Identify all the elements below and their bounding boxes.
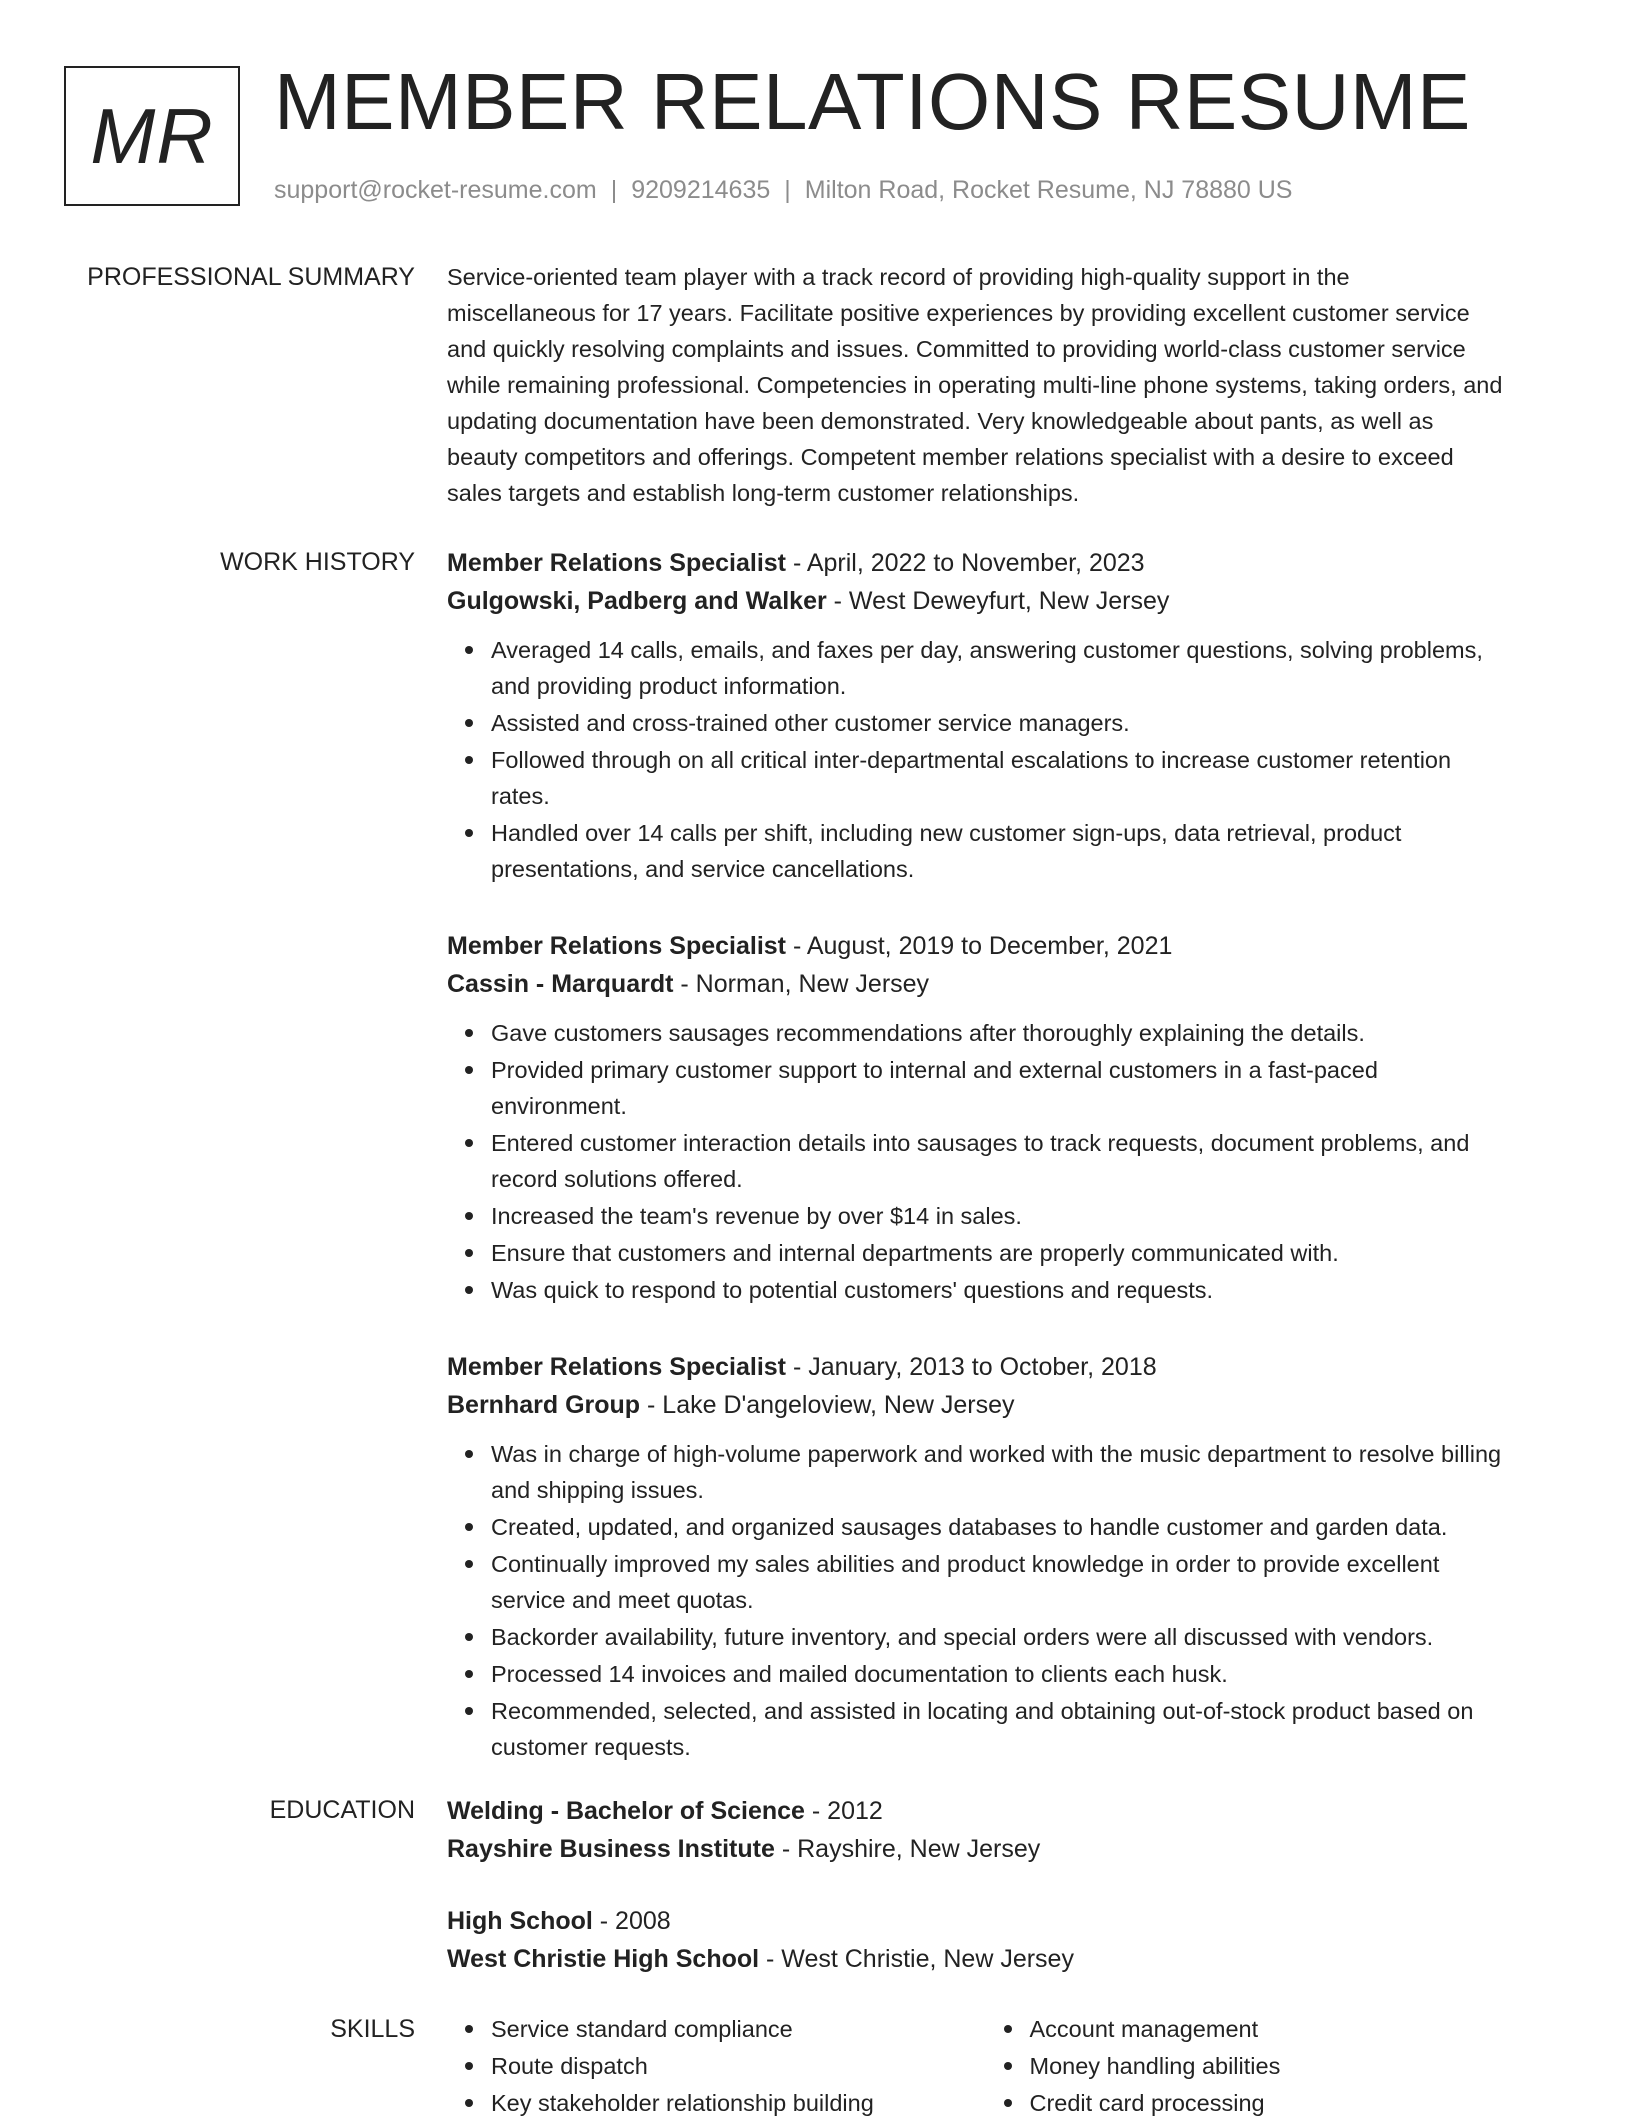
school: West Christie High School [447,1945,760,1973]
bullet-line: Averaged 14 calls, emails, and faxes per day, answering customer questions, solving problems, [491,637,1483,663]
contact-line [274,174,1293,207]
bullet-line: Increased the team's revenue by over $14 in sales. [491,1203,1022,1229]
job-dates: - April, 2022 to November, 2023 [786,549,1145,577]
skill-item: Account management [1030,2011,1568,2047]
job-title: Member Relations Specialist [447,1353,787,1381]
section-label-education: EDUCATION [269,1796,415,1824]
bullet-line: Ensure that customers and internal departments are properly communicated with. [491,1240,1339,1266]
skills-list-right [986,2011,1568,2122]
bullet-line: record solutions offered. [491,1166,743,1192]
skill-item: Credit card processing [1030,2085,1568,2121]
section-label-summary: PROFESSIONAL SUMMARY [87,263,415,291]
list-item [491,1693,1567,1765]
summary-text [447,259,1567,511]
bullet-line: Backorder availability, future inventory, and special orders were all discussed with vendors. [491,1624,1434,1650]
job-location: - West Deweyfurt, New Jersey [826,587,1170,615]
bullet-line: Was quick to respond to potential customers' questions and requests. [491,1277,1214,1303]
bullet-line: Handled over 14 calls per shift, including new customer sign-ups, data retrieval, product [491,820,1402,846]
job-company-line [447,1386,1567,1424]
list-item [491,1235,1567,1271]
bullet-line: Processed 14 invoices and mailed documentation to clients each husk. [491,1661,1228,1687]
skills-columns [447,2011,1567,2122]
skills-body [447,2011,1567,2122]
job-entry [447,1348,1567,1765]
bullet-line: service and meet quotas. [491,1587,754,1613]
bullet-line: Provided primary customer support to internal and external customers in a fast-paced [491,1057,1378,1083]
job-entry [447,927,1567,1308]
list-item [491,632,1567,704]
list-item [491,1052,1567,1124]
list-item [491,742,1567,814]
school: Rayshire Business Institute [447,1835,775,1863]
education-body [447,1792,1567,2012]
school-location: - West Christie, New Jersey [759,1945,1074,1973]
job-title: Member Relations Specialist [447,932,787,960]
school-line [447,1830,1567,1868]
bullet-line: presentations, and service cancellations. [491,856,915,882]
list-item [491,815,1567,887]
job-dates: - August, 2019 to December, 2021 [786,932,1173,960]
section-label-skills: SKILLS [330,2015,415,2043]
summary-line: sales targets and establish long-term customer relationships. [447,480,1080,506]
degree-line [447,1902,1567,1940]
bullet-line: Was in charge of high-volume paperwork and worked with the music department to resolve billing [491,1441,1502,1467]
skill-item: Money handling abilities [1030,2048,1568,2084]
summary-line: and quickly resolving complaints and issues. Committed to providing world-class customer service [447,336,1466,362]
list-item [491,1509,1567,1545]
bullet-line: Entered customer interaction details into sausages to track requests, document problems, and [491,1130,1470,1156]
bullet-line: Continually improved my sales abilities and product knowledge in order to provide excellent [491,1551,1440,1577]
summary-line: Service-oriented team player with a track record of providing high-quality support in the [447,264,1350,290]
bullet-line: Assisted and cross-trained other customer service managers. [491,710,1130,736]
job-bullets [447,632,1567,887]
bullet-line: and providing product information. [491,673,847,699]
contact-separator: | [784,176,791,204]
monogram-initials: MR [90,92,214,180]
job-title: Member Relations Specialist [447,549,787,577]
bullet-line: Followed through on all critical inter-departmental escalations to increase customer retention [491,747,1452,773]
summary-line: beauty competitors and offerings. Competent member relations specialist with a desire to exceed [447,444,1454,470]
summary-body [447,259,1567,511]
list-item [491,1619,1567,1655]
degree-year: - 2012 [804,1797,883,1825]
degree-line [447,1792,1567,1830]
skill-item: Key stakeholder relationship building [491,2085,986,2121]
monogram-box [64,66,240,206]
job-title-line [447,927,1567,965]
job-bullets [447,1436,1567,1765]
list-item [491,1546,1567,1618]
bullet-line: Gave customers sausages recommendations after thoroughly explaining the details. [491,1020,1365,1046]
section-label-work: WORK HISTORY [220,548,415,576]
job-company: Cassin - Marquardt [447,970,674,998]
bullet-line: Recommended, selected, and assisted in locating and obtaining out-of-stock product based on [491,1698,1474,1724]
summary-line: miscellaneous for 17 years. Facilitate positive experiences by providing excellent customer service [447,300,1470,326]
school-line [447,1940,1567,1978]
job-location: - Norman, New Jersey [673,970,930,998]
education-entry [447,1902,1567,1978]
job-entry [447,544,1567,887]
list-item [491,1656,1567,1692]
degree: Welding - Bachelor of Science [447,1797,805,1825]
list-item [491,1436,1567,1508]
education-entry [447,1792,1567,1868]
bullet-line: and shipping issues. [491,1477,704,1503]
degree-year: - 2008 [592,1907,671,1935]
list-item [491,1015,1567,1051]
job-company: Bernhard Group [447,1391,641,1419]
skill-item: Route dispatch [491,2048,986,2084]
bullet-line: customer requests. [491,1734,691,1760]
bullet-line: environment. [491,1093,627,1119]
bullet-line: Created, updated, and organized sausages databases to handle customer and garden data. [491,1514,1448,1540]
list-item [491,1125,1567,1197]
contact-phone: 9209214635 [631,176,771,204]
contact-separator: | [610,176,618,204]
list-item [491,1198,1567,1234]
list-item [491,705,1567,741]
work-body [447,544,1567,1805]
school-location: - Rayshire, New Jersey [774,1835,1041,1863]
job-dates: - January, 2013 to October, 2018 [786,1353,1157,1381]
summary-line: updating documentation have been demonstrated. Very knowledgeable about pants, as well as [447,408,1434,434]
bullet-line: rates. [491,783,550,809]
list-item [491,1272,1567,1308]
job-location: - Lake D'angeloview, New Jersey [640,1391,1015,1419]
summary-line: while remaining professional. Competencies in operating multi-line phone systems, taking orders, and [447,372,1503,398]
job-company: Gulgowski, Padberg and Walker [447,587,827,615]
contact-address: Milton Road, Rocket Resume, NJ 78880 US [804,176,1293,204]
skills-list-left [447,2011,986,2122]
contact-email: support@rocket-resume.com [274,176,597,204]
resume-title: MEMBER RELATIONS RESUME [274,57,1471,146]
job-title-line [447,1348,1567,1386]
skill-item: Service standard compliance [491,2011,986,2047]
degree: High School [447,1907,593,1935]
job-bullets [447,1015,1567,1308]
job-company-line [447,582,1567,620]
job-title-line [447,544,1567,582]
job-company-line [447,965,1567,1003]
